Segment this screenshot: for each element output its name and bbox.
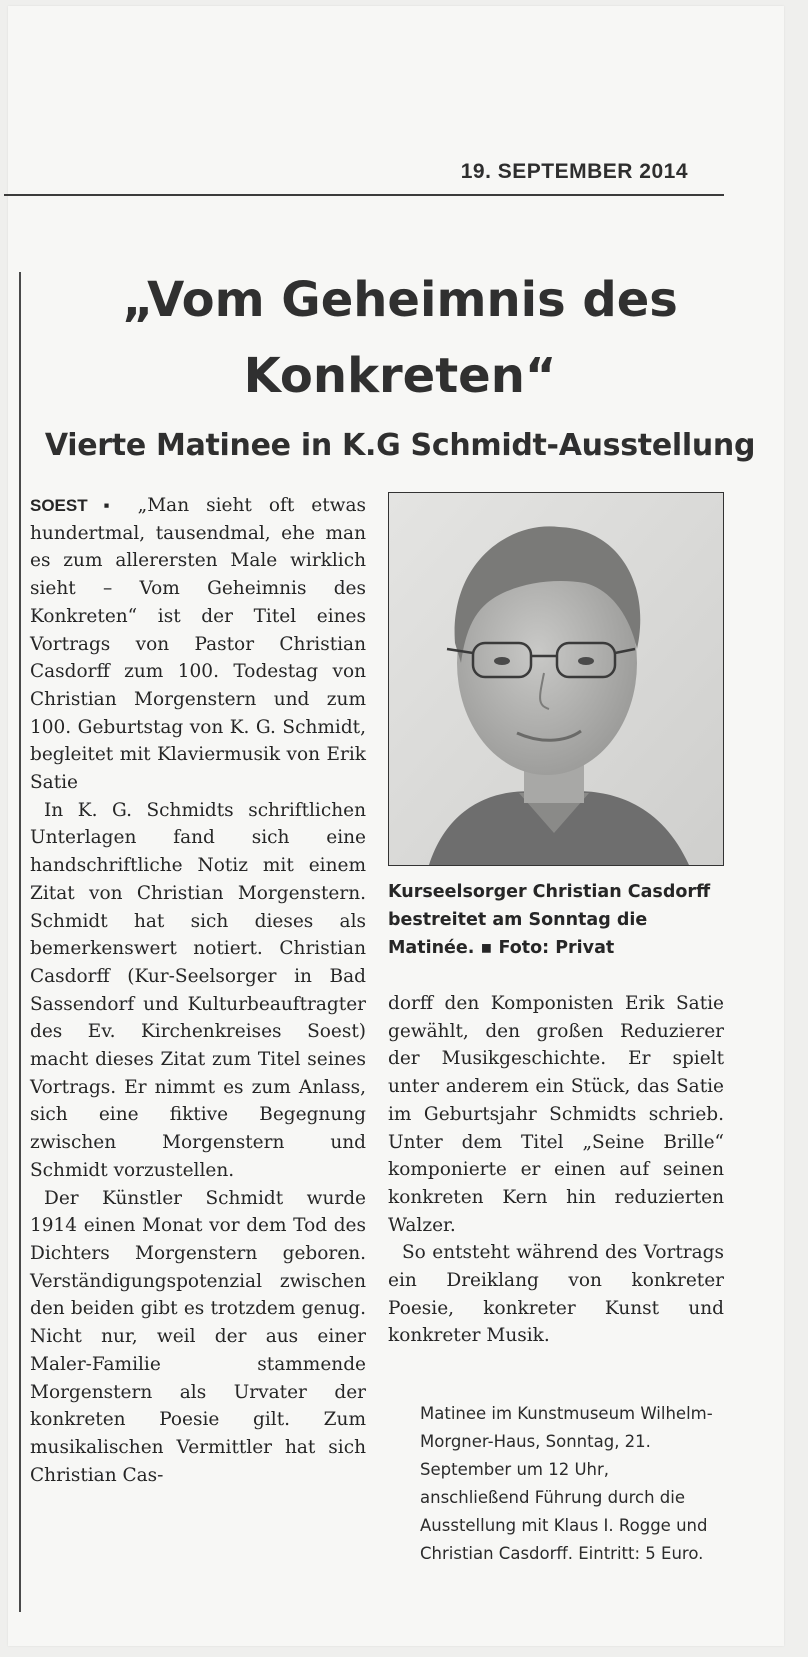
column-rule [19,272,21,1612]
subheadline: Vierte Matinee in K.G Schmidt-Ausstellung [44,428,756,463]
article-paragraph: dorff den Komponisten Erik Satie gewählt, den großen Reduzierer der Musikgeschichte. Er spielt unter anderem ein Stück, das Satie im Geburtsjahr Schmidts schrieb. Unter dem Titel „Seine Brille“ komponierte er einen auf seinen konkreten Kern hin reduzierten Walzer. [388,993,724,1236]
event-info-box: Matinee im Kunstmuseum Wilhelm-Morgner-Haus, Sonntag, 21. September um 12 Uhr, anschließend Führung durch die Ausstellung mit Klaus I. Rogge und Christian Casdorff. Eintritt: 5 Euro. [420,1404,713,1563]
headline: „Vom Geheimnis des Konkreten“ [122,272,678,404]
article-column-2 [388,990,724,1350]
article-column-1 [30,492,366,1489]
issue-date: 19. SEPTEMBER 2014 [460,160,688,183]
portrait-illustration [389,493,723,865]
article-paragraph: Der Künstler Schmidt wurde 1914 einen Monat vor dem Tod des Dichters Morgenstern geboren. Verständigungspotenzial zwischen den beiden gibt es trotzdem genug. Nicht nur, weil der aus einer Maler-Familie stammende Morgenstern als Urvater der konkreten Poesie gilt. Zum musikalischen Vermittler hat sich Christian Cas- [30,1187,366,1486]
article-paragraph: So entsteht während des Vortrags ein Dreiklang von konkreter Poesie, konkreter Kunst und konkreter Musik. [388,1242,724,1347]
dateline: SOEST ▪ [30,496,121,515]
article-paragraph: In K. G. Schmidts schriftlichen Unterlagen fand sich eine handschriftliche Notiz mit einem Zitat von Christian Morgenstern. Schmidt hat sich dieses als bemerkenswert notiert. Christian Casdorff (Kur-Seelsorger in Bad Sassendorf und Kulturbeauftragter des Ev. Kirchenkreises Soest) macht dieses Zitat zum Titel seines Vortrags. Er nimmt es zum Anlass, sich eine fiktive Begegnung zwischen Morgenstern und Schmidt vorzustellen. [30,799,366,1181]
photo-caption: Kurseelsorger Christian Casdorff bestreitet am Sonntag die Matinée. ▪ Foto: Privat [388,882,711,958]
header-rule [4,194,724,196]
paragraph-text: „Man sieht oft etwas hundertmal, tausendmal, ehe man es zum allerersten Male wirklich sieht – Vom Geheimnis des Konkreten“ ist der Titel eines Vortrags von Pastor Christian Casdorff zum 100. Todestag von Christian Morgenstern und zum 100. Geburtstag von K. G. Schmidt, begleitet mit Klaviermusik von Erik Satie [30,495,366,794]
article-paragraph [30,492,366,797]
portrait-photo [388,492,724,866]
